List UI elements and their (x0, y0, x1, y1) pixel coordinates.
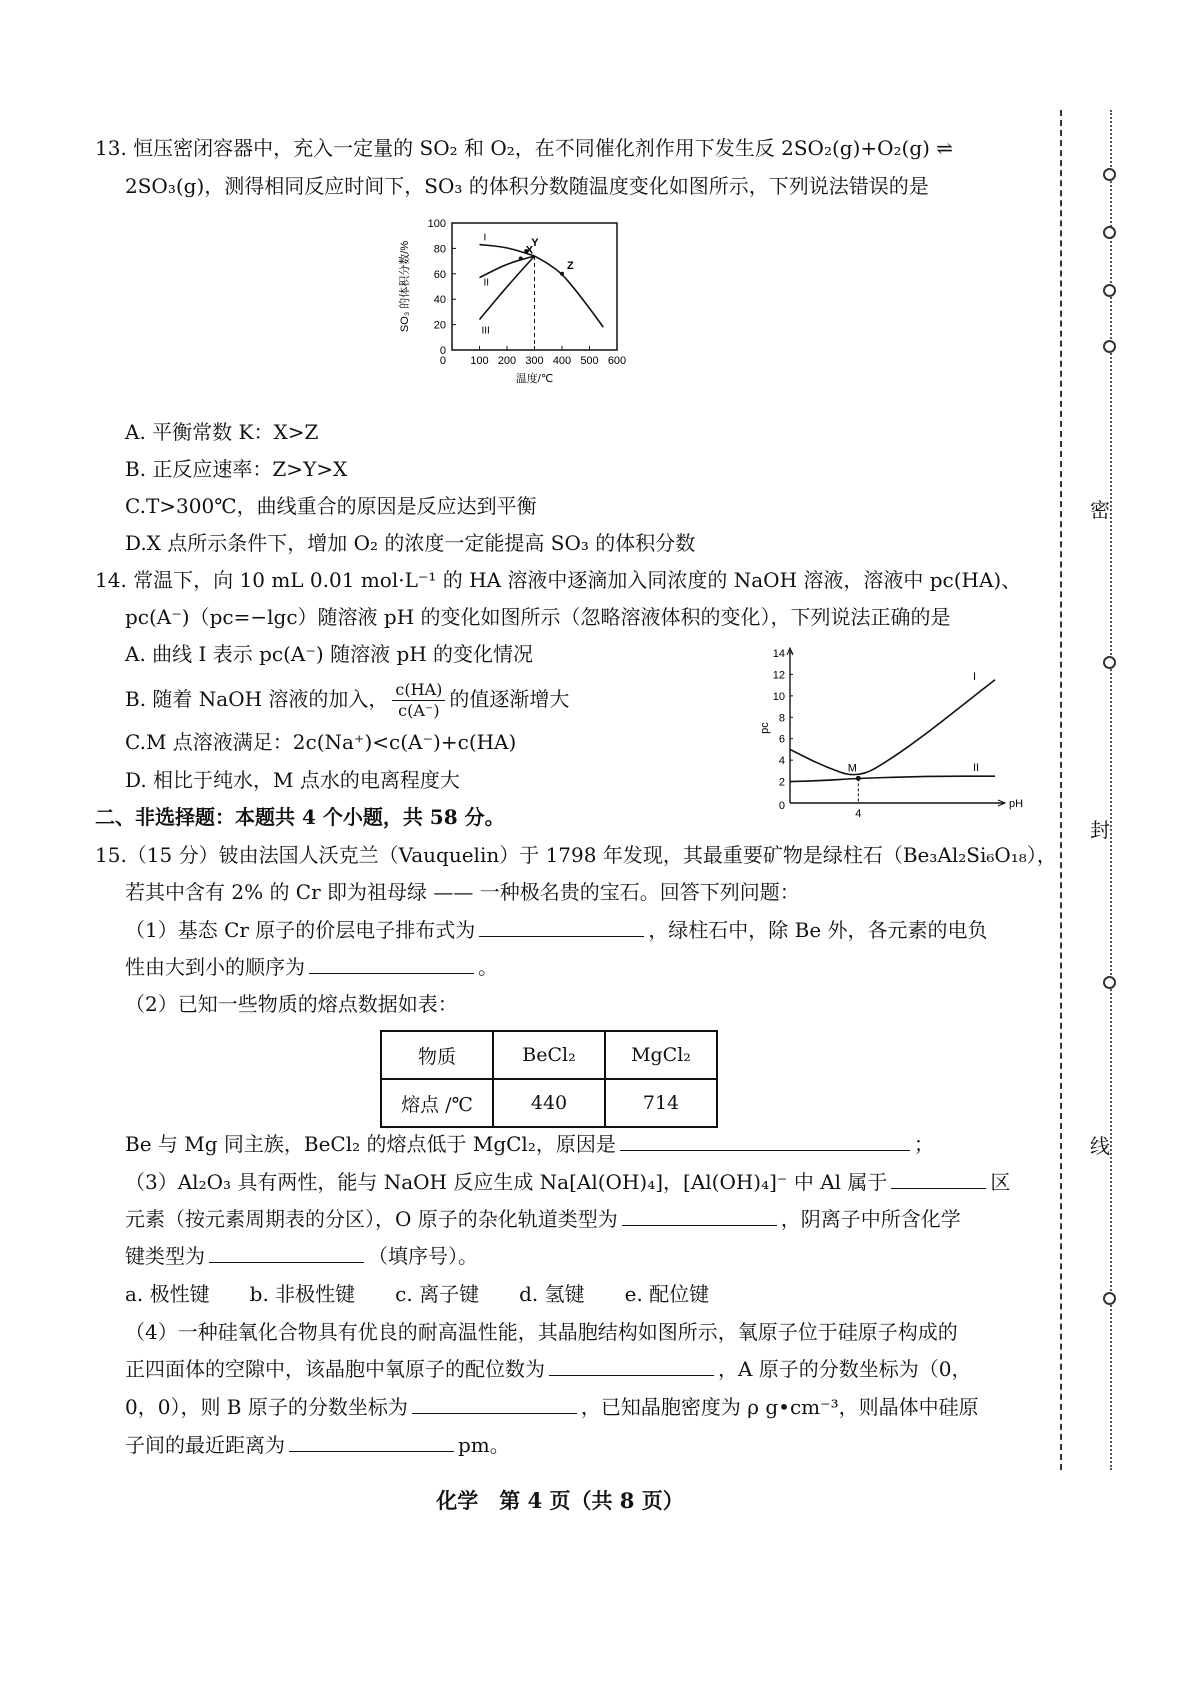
q15-part3-line1 (125, 1168, 1010, 1196)
table-row (381, 1079, 717, 1127)
q15-part1-text-c: 性由大到小的顺序为 (125, 955, 305, 979)
answer-blank-7[interactable] (549, 1355, 714, 1376)
x-tick-label: 600 (607, 355, 627, 367)
binding-hole-icon (1103, 340, 1116, 353)
series-label: II (483, 277, 490, 289)
q15-part4-line2 (125, 1355, 972, 1383)
binding-hole-icon (1103, 656, 1116, 669)
y-tick-label: 8 (778, 712, 785, 725)
choice-c: c. 离子键 (395, 1282, 480, 1306)
seal-mark-xian: 线 (1090, 1126, 1110, 1163)
x-tick-label: 200 (497, 355, 517, 367)
q15-part4-text-e: ，已知晶胞密度为 ρ g•cm⁻³，则晶体中硅原 (580, 1395, 979, 1419)
y-tick-label: 100 (427, 218, 446, 230)
q15-part3-text-b: 区 (990, 1170, 1011, 1194)
q15-part2-question-text: Be 与 Mg 同主族，BeCl₂ 的熔点低于 MgCl₂，原因是 (125, 1132, 616, 1156)
data-point (519, 257, 523, 261)
answer-blank-9[interactable] (289, 1431, 454, 1452)
x-tick-label: 4 (855, 808, 862, 820)
q14-option-a: A. 曲线 I 表示 pc(A⁻) 随溶液 pH 的变化情况 (125, 642, 534, 666)
table-cell: 熔点 /℃ (381, 1079, 493, 1127)
series-label: II (973, 762, 980, 775)
answer-blank-6[interactable] (209, 1242, 364, 1263)
q14-option-b (125, 680, 569, 721)
q14-option-c: C.M 点溶液满足：2c(Na⁺)<c(A⁻)+c(HA) (125, 730, 517, 754)
binding-hole-icon (1103, 226, 1116, 239)
x-axis-label: 温度/℃ (515, 373, 554, 385)
q15-part2-end: ； (913, 1132, 934, 1156)
y-axis-label: SO₃ 的体积分数/% (399, 240, 411, 333)
binding-hole-icon (1103, 976, 1116, 989)
q15-part1-text-d: 。 (478, 955, 498, 979)
x-tick-label: 300 (525, 355, 544, 367)
section-2-heading: 二、非选择题：本题共 4 个小题，共 58 分。 (95, 805, 505, 829)
q15-part3-line3 (125, 1242, 478, 1270)
q14-fraction-denominator: c(A⁻) (398, 701, 440, 720)
choice-b: b. 非极性键 (249, 1282, 356, 1306)
y-tick-label: 40 (433, 294, 446, 307)
series-label: I (483, 232, 487, 244)
point-label: M (847, 762, 857, 775)
y-tick-label: 6 (778, 733, 785, 746)
table-cell: 440 (493, 1079, 605, 1127)
q14-stem-line2: pc(A⁻)（pc=−lgc）随溶液 pH 的变化如图所示（忽略溶液体积的变化），下列说法正确的是 (125, 605, 951, 629)
y-tick-label: 14 (772, 648, 785, 660)
q15-part1-line1 (125, 916, 988, 944)
y-tick-label: 12 (772, 669, 785, 682)
series-line-II (790, 776, 995, 781)
q13-stem-line1: 13. 恒压密闭容器中，充入一定量的 SO₂ 和 O₂，在不同催化剂作用下发生反 2SO₂(g)+O₂(g) ⇌ (95, 136, 954, 160)
binding-dashed-line (1060, 110, 1062, 1470)
q15-part3-text-f: （填序号）。 (368, 1244, 478, 1268)
q15-part3-text-d: ，阴离子中所含化学 (780, 1207, 961, 1231)
table-header-cell: MgCl₂ (605, 1031, 717, 1079)
answer-blank-1[interactable] (479, 916, 644, 937)
binding-hole-icon (1103, 1292, 1116, 1305)
answer-blank-2[interactable] (309, 953, 474, 974)
y-tick-label: 80 (433, 243, 446, 256)
origin-label: 0 (778, 800, 785, 812)
q13-stem-line2: 2SO₃(g)，测得相同反应时间下，SO₃ 的体积分数随温度变化如图所示，下列说法错误的是 (125, 174, 929, 198)
series-line-II (480, 256, 535, 278)
q15-part1-text-b: ，绿柱石中，除 Be 外，各元素的电负 (648, 918, 988, 942)
x-axis-label: pH (1009, 798, 1024, 810)
q15-part1-text-a: （1）基态 Cr 原子的价层电子排布式为 (125, 918, 476, 942)
q14-option-d: D. 相比于纯水，M 点水的电离程度大 (125, 768, 460, 792)
q13-option-c: C.T>300℃，曲线重合的原因是反应达到平衡 (125, 494, 537, 518)
binding-dotted-line (1110, 110, 1112, 1470)
q13-option-a: A. 平衡常数 K：X>Z (125, 420, 319, 444)
point-label: X (525, 244, 534, 257)
q15-part4-text-f: 子间的最近距离为 (125, 1433, 285, 1457)
seal-mark-mi: 密 (1090, 490, 1110, 527)
y-tick-label: 10 (772, 690, 785, 703)
q15-stem-line2: 若其中含有 2% 的 Cr 即为祖母绿 —— 一种极名贵的宝石。回答下列问题： (125, 880, 800, 904)
q15-part4-line1: （4）一种硅氧化合物具有优良的耐高温性能，其晶胞结构如图所示，氧原子位于硅原子构成的 (125, 1320, 958, 1344)
origin-label: 0 (439, 355, 446, 367)
data-point (560, 272, 564, 276)
q15-part3-text-c: 元素（按元素周期表的分区），O 原子的杂化轨道类型为 (125, 1207, 618, 1231)
seal-mark-feng: 封 (1090, 810, 1110, 847)
point-label: Y (531, 236, 539, 249)
x-tick-label: 100 (470, 355, 489, 367)
x-tick-label: 500 (580, 355, 599, 367)
y-tick-label: 20 (433, 319, 446, 332)
y-axis-label: pc (759, 722, 771, 734)
x-tick-label: 400 (552, 355, 572, 367)
table-cell: 714 (605, 1079, 717, 1127)
q15-part4-text-c: ，A 原子的分数坐标为（0， (718, 1357, 972, 1381)
y-tick-label: 60 (433, 268, 446, 281)
binding-hole-icon (1103, 168, 1116, 181)
binding-hole-icon (1103, 284, 1116, 297)
q15-part4-text-b: 正四面体的空隙中，该晶胞中氧原子的配位数为 (125, 1357, 545, 1381)
q15-part3-text-a: （3）Al₂O₃ 具有两性，能与 NaOH 反应生成 Na[Al(OH)₄]，[Al(OH)₄]⁻ 中 Al 属于 (125, 1170, 888, 1194)
choice-e: e. 配位键 (624, 1282, 710, 1306)
q14-option-b-prefix: B. 随着 NaOH 溶液的加入， (125, 687, 389, 711)
q14-fraction (392, 680, 445, 721)
q14-fraction-numerator: c(HA) (392, 680, 445, 701)
y-tick-label: 2 (778, 776, 785, 789)
q14-stem-line1: 14. 常温下，向 10 mL 0.01 mol·L⁻¹ 的 HA 溶液中逐滴加入同浓度的 NaOH 溶液，溶液中 pc(HA)、 (95, 568, 1022, 592)
q13-option-d: D.X 点所示条件下，增加 O₂ 的浓度一定能提高 SO₃ 的体积分数 (125, 531, 696, 555)
q13-chart (390, 215, 700, 410)
q14-chart (759, 645, 1024, 830)
page-footer: 化学 第 4 页（共 8 页） (436, 1488, 684, 1513)
q15-part2-question (125, 1130, 934, 1158)
series-line-I (790, 680, 995, 775)
series-label: III (481, 325, 490, 337)
q15-part4-line4 (125, 1431, 510, 1459)
answer-blank-4[interactable] (891, 1168, 986, 1189)
q15-choices (125, 1280, 709, 1308)
q15-part1-line2 (125, 953, 498, 981)
point-label: Z (567, 259, 574, 272)
choice-a: a. 极性键 (125, 1282, 210, 1306)
answer-blank-8[interactable] (412, 1393, 577, 1414)
answer-blank-3[interactable] (620, 1130, 910, 1151)
q15-part3-text-e: 键类型为 (125, 1244, 205, 1268)
q15-stem-line1: 15.（15 分）铍由法国人沃克兰（Vauquelin）于 1798 年发现，其最重要矿物是绿柱石（Be₃Al₂Si₆O₁₈）， (95, 843, 1057, 867)
answer-blank-5[interactable] (622, 1205, 777, 1226)
q13-option-b: B. 正反应速率：Z>Y>X (125, 457, 348, 481)
q15-part2-intro: （2）已知一些物质的熔点数据如表： (125, 992, 458, 1016)
q15-part4-line3 (125, 1393, 979, 1421)
q15-part4-text-d: 0，0），则 B 原子的分数坐标为 (125, 1395, 408, 1419)
q14-option-b-suffix: 的值逐渐增大 (449, 687, 570, 711)
melting-point-table (380, 1030, 718, 1128)
table-header-row (381, 1031, 717, 1079)
table-header-cell: BeCl₂ (493, 1031, 605, 1079)
series-label: I (973, 670, 977, 683)
y-tick-label: 0 (439, 345, 446, 357)
table-header-cell: 物质 (381, 1031, 493, 1079)
q15-part4-text-g: pm。 (458, 1433, 510, 1457)
y-tick-label: 4 (778, 755, 785, 768)
q15-part3-line2 (125, 1205, 961, 1233)
choice-d: d. 氢键 (519, 1282, 585, 1306)
data-point (856, 776, 861, 781)
